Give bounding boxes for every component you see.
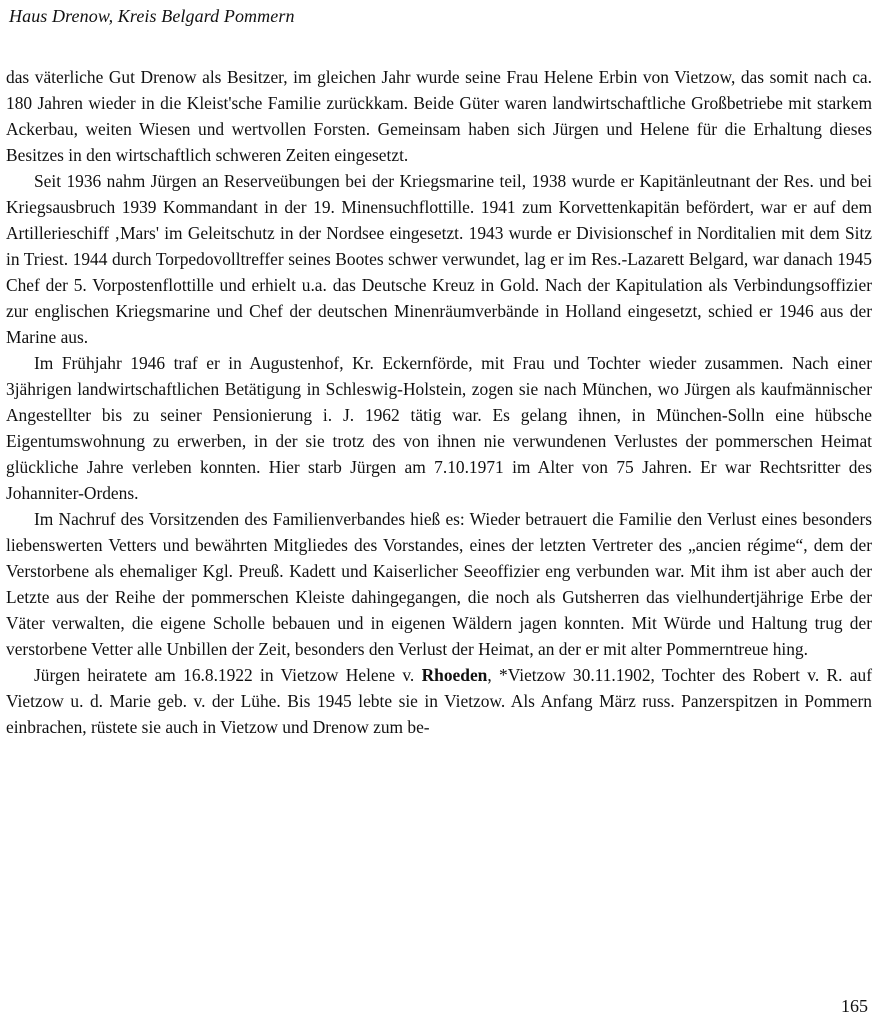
paragraph-5	[6, 662, 872, 740]
paragraph-2: Seit 1936 nahm Jürgen an Reserveübungen bei der Kriegsmarine teil, 1938 wurde er Kapitänleutnant der Res. und bei Kriegsausbruch 1939 Kommandant in der 19. Minensuchflottille. 1941 zum Korvettenkapitän befördert, war er auf dem Artillerieschiff ‚Mars' im Geleitschutz in der Nordsee eingesetzt. 1943 wurde er Divisionschef in Norditalien mit dem Sitz in Triest. 1944 durch Torpedovolltreffer seines Bootes schwer verwundet, lag er im Res.-Lazarett Belgard, war danach 1945 Chef der 5. Vorpostenflottille und erhielt u.a. das Deutsche Kreuz in Gold. Nach der Kapitulation als Verbindungsoffizier zur englischen Kriegsmarine und Chef der deutschen Minenräumverbände in Holland eingesetzt, schied er 1946 aus der Marine aus.	[6, 171, 872, 347]
body-text	[6, 64, 872, 740]
paragraph-5-start: Jürgen heiratete am 16.8.1922 in Vietzow Helene v.	[34, 665, 422, 685]
paragraph-5-end: , *Vietzow 30.11.1902, Tochter des Robert v. R. auf Vietzow u. d. Marie geb. v. der Lühe. Bis 1945 lebte sie in Vietzow. Als Anfang März russ. Panzerspitzen in Pommern einbrachen, rüstete sie auch in Vietzow und Drenow zum be-	[6, 665, 873, 737]
paragraph-1: das väterliche Gut Drenow als Besitzer, im gleichen Jahr wurde seine Frau Helene Erbin von Vietzow, das somit nach ca. 180 Jahren wieder in die Kleist'sche Familie zurückkam. Beide Güter waren landwirtschaftliche Großbetriebe mit starkem Ackerbau, weiten Wiesen und wertvollen Forsten. Gemeinsam haben sich Jürgen und Helene für die Erhaltung dieses Besitzes in den wirtschaftlich schweren Zeiten eingesetzt.	[6, 67, 872, 165]
running-header: Haus Drenow, Kreis Belgard Pommern	[9, 6, 295, 26]
paragraph-4: Im Nachruf des Vorsitzenden des Familienverbandes hieß es: Wieder betrauert die Familie den Verlust eines besonders liebenswerten Vetters und bewährten Mitgliedes des Vorstandes, eines der letzten Vertreter des „ancien régime“, dem der Verstorbene als ehemaliger Kgl. Preuß. Kadett und Kaiserlicher Seeoffizier eng verbunden war. Mit ihm ist aber auch der Letzte aus der Reihe der pommerschen Kleiste dahingegangen, die noch als Gutsherren das vielhundertjährige Erbe der Väter verwalten, die eigene Scholle bebauen und in eigenen Wäldern jagen konnten. Mit Würde und Haltung trug der verstorbene Vetter alle Unbillen der Zeit, besonders den Verlust der Heimat, an der er mit alter Pommerntreue hing.	[6, 509, 872, 659]
paragraph-3: Im Frühjahr 1946 traf er in Augustenhof, Kr. Eckernförde, mit Frau und Tochter wieder zusammen. Nach einer 3jährigen landwirtschaftlichen Betätigung in Schleswig-Holstein, zogen sie nach München, wo Jürgen als kaufmännischer Angestellter bis zu seiner Pensionierung i. J. 1962 tätig war. Es gelang ihnen, in München-Solln eine hübsche Eigentumswohnung zu erwerben, in der sie trotz des von ihnen nie verwundenen Verlustes der pommerschen Heimat glückliche Jahre verleben konnten. Hier starb Jürgen am 7.10.1971 im Alter von 75 Jahren. Er war Rechtsritter des Johanniter-Ordens.	[6, 353, 872, 503]
page-number: 165	[841, 996, 868, 1016]
bold-surname: Rhoeden	[421, 665, 488, 685]
